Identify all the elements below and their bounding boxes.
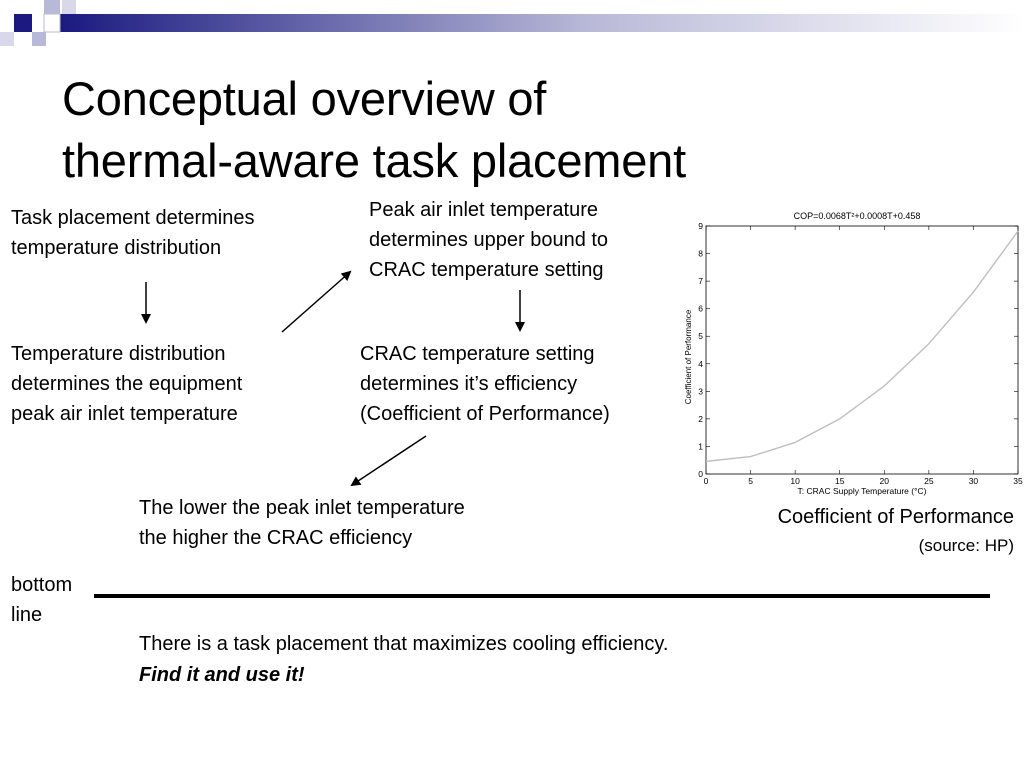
box-temperature-distribution	[11, 339, 242, 429]
y-tick-label: 5	[698, 331, 703, 342]
box-lower-peak	[139, 493, 465, 553]
text-line: temperature distribution	[11, 237, 222, 259]
box-task-placement	[11, 203, 254, 263]
header-gradient-bar	[60, 14, 1024, 32]
text-line: bottom	[11, 574, 73, 596]
text-line: Temperature distribution	[11, 343, 226, 365]
text-line: The lower the peak inlet temperature	[139, 497, 465, 519]
chart-title: COP=0.0068T²+0.0008T+0.458	[793, 211, 921, 221]
text-line: Task placement determines	[11, 207, 255, 229]
text-line: Peak air inlet temperature	[369, 199, 599, 221]
chart-source: (source: HP)	[918, 536, 1014, 555]
text-line: line	[11, 604, 43, 626]
chart-ylabel: Coefficient of Performance	[684, 309, 693, 405]
x-tick-label: 15	[834, 476, 845, 486]
text-line: CRAC temperature setting	[360, 343, 595, 365]
bottom-line-rule	[94, 594, 990, 598]
header-square	[44, 14, 60, 32]
box-peak-inlet	[369, 195, 608, 285]
page-title	[62, 68, 686, 192]
x-tick-label: 20	[879, 476, 890, 486]
y-tick-label: 7	[698, 276, 703, 287]
header-square	[0, 32, 14, 46]
text-line: determines it’s efficiency	[360, 373, 578, 395]
y-tick-label: 2	[698, 413, 703, 424]
arrow-diagonal-down	[352, 436, 426, 485]
header-square	[62, 0, 76, 14]
y-tick-label: 9	[698, 221, 703, 231]
text-line: determines upper bound to	[369, 229, 609, 251]
text-line: determines the equipment	[11, 373, 243, 395]
y-tick-label: 0	[698, 469, 703, 479]
header-decoration	[0, 0, 1024, 60]
y-tick-label: 3	[698, 386, 703, 397]
chart-caption: Coefficient of Performance	[777, 506, 1014, 528]
box-crac-setting	[360, 339, 610, 429]
x-tick-label: 5	[748, 476, 753, 486]
text-line: CRAC temperature setting	[369, 259, 604, 281]
y-tick-label: 6	[698, 303, 703, 314]
bottom-line-label	[11, 570, 72, 630]
text-line: peak air inlet temperature	[11, 403, 238, 425]
conclusion-text: There is a task placement that maximizes cooling efficiency.	[139, 633, 669, 655]
x-tick-label: 35	[1013, 476, 1023, 486]
text-line: (Coefficient of Performance)	[360, 403, 610, 425]
emphasis-text: Find it and use it!	[139, 664, 305, 686]
x-tick-label: 25	[924, 476, 934, 486]
x-tick-label: 30	[968, 476, 979, 486]
header-square	[14, 14, 32, 32]
header-square	[32, 32, 46, 46]
x-tick-label: 0	[703, 476, 709, 486]
title-line: thermal-aware task placement	[62, 134, 686, 187]
y-tick-label: 4	[698, 358, 703, 369]
arrow-diagonal-up	[282, 272, 350, 332]
plot-frame	[706, 226, 1018, 474]
cop-chart	[682, 204, 1024, 502]
text-line: the higher the CRAC efficiency	[139, 527, 413, 549]
header-square	[44, 0, 60, 14]
y-tick-label: 8	[698, 248, 703, 259]
y-tick-label: 1	[698, 441, 703, 452]
chart-xlabel: T: CRAC Supply Temperature (°C)	[797, 486, 927, 496]
x-tick-label: 10	[790, 476, 800, 486]
title-line: Conceptual overview of	[62, 72, 547, 125]
